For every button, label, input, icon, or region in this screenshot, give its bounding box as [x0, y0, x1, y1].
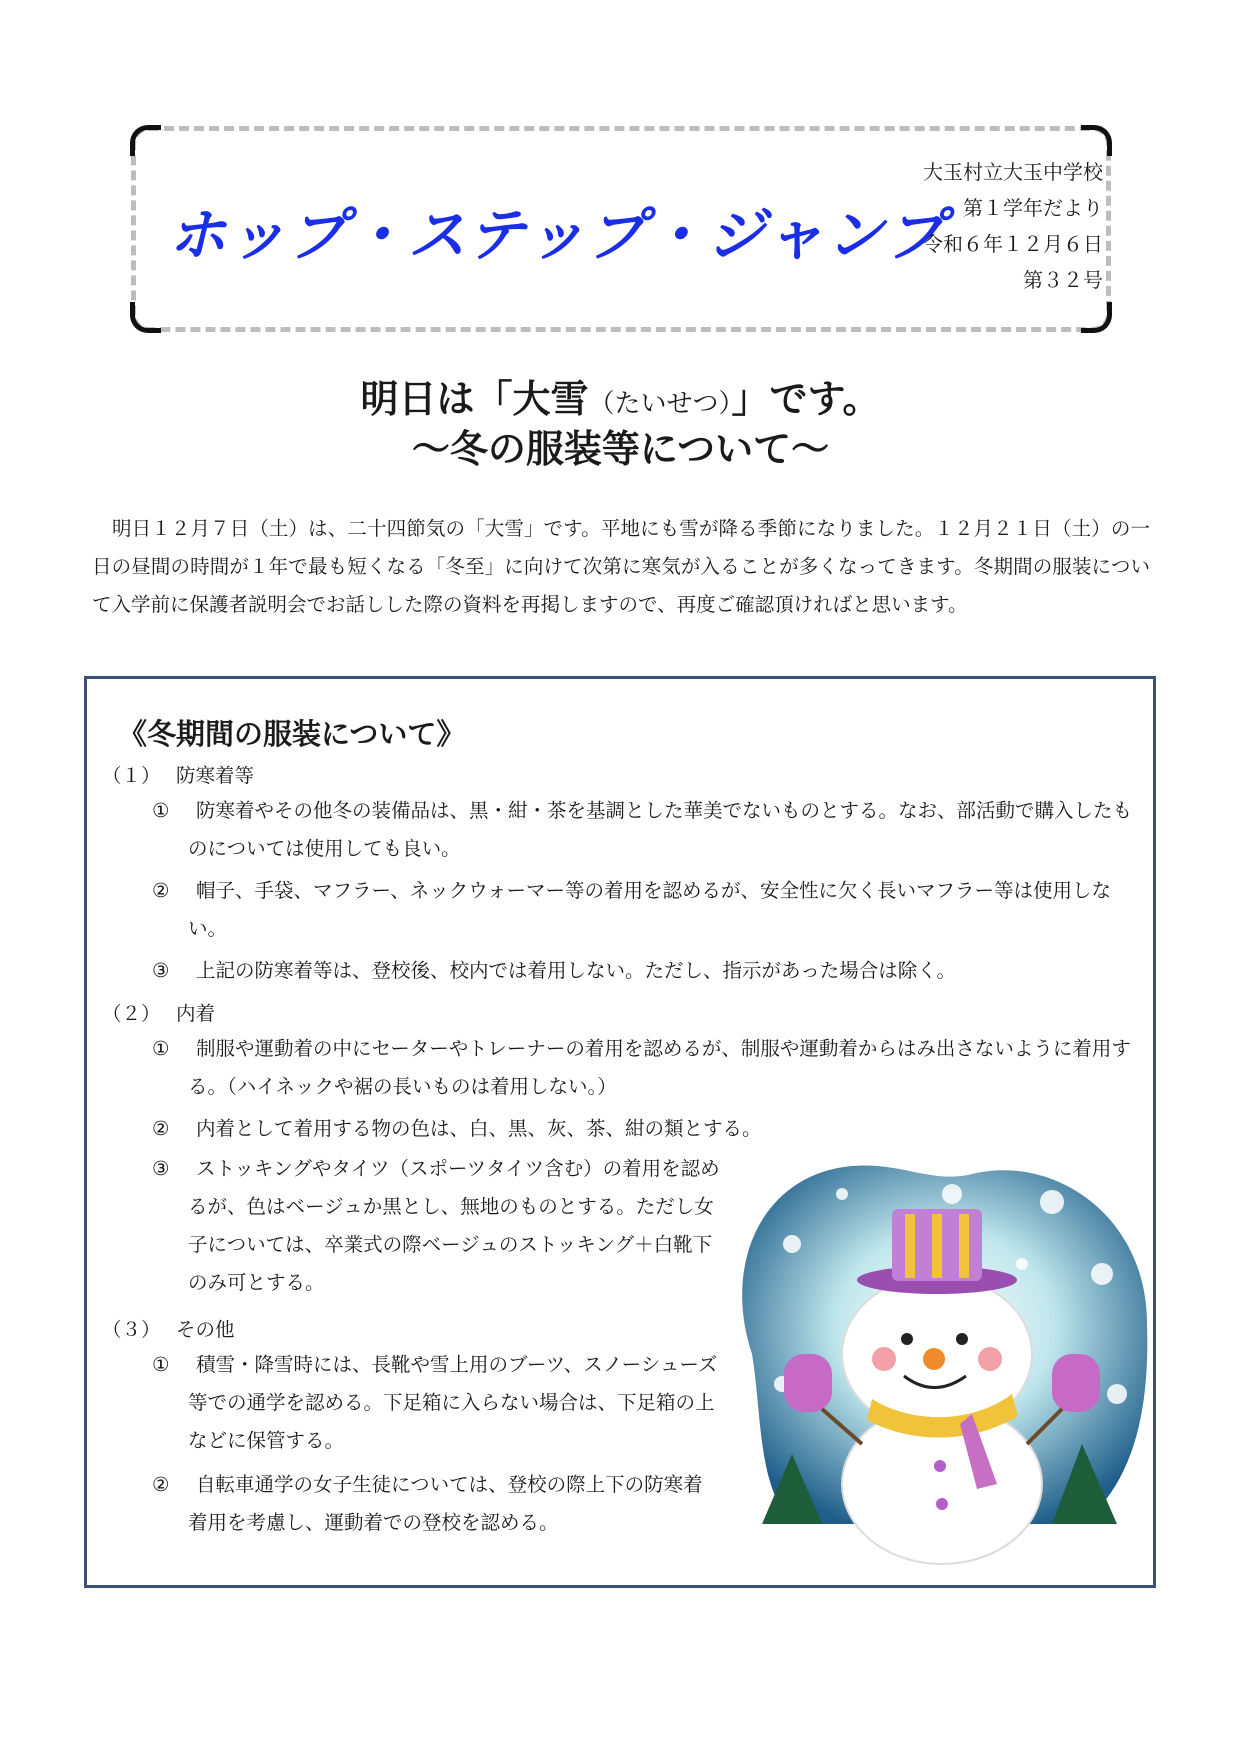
item-mark: ①	[152, 1037, 170, 1060]
section-number: （２）	[102, 1002, 161, 1025]
issue-number: 第３２号	[1023, 268, 1103, 292]
intro-paragraph: 明日１２月７日（土）は、二十四節気の「大雪」です。平地にも雪が降る季節になりました。１２月２１日（土）の一日の昼間の時間が１年で最も短くなる「冬至」に向けて次第に寒気が入ることが多くなってきます。冬期間の服装について入学前に保護者説明会でお話しした際の資料を再掲しますので、再度ご確認頂ければと思います。	[92, 517, 1150, 616]
section-heading	[102, 998, 215, 1026]
masthead-title: ホップ・ステップ・ジャンプ	[168, 201, 946, 269]
item-text: 上記の防寒着等は、登校後、校内では着用しない。ただし、指示があった場合は除く。	[196, 959, 956, 982]
item-mark: ③	[152, 959, 170, 982]
rule-item	[152, 1110, 1148, 1148]
item-mark: ②	[152, 1117, 170, 1140]
rule-item	[152, 1346, 722, 1460]
school-name: 大玉村立大玉中学校	[923, 160, 1103, 184]
headline-line2: ～冬の服装等について～	[411, 427, 830, 471]
rule-item	[152, 1150, 722, 1302]
item-text: 制服や運動着の中にセーターやトレーナーの着用を認めるが、制服や運動着からはみ出さないように着用する。（ハイネックや裾の長いものは着用しない。）	[188, 1037, 1131, 1098]
rule-item	[152, 1466, 722, 1542]
item-text: 防寒着やその他冬の装備品は、黒・紺・茶を基調とした華美でないものとする。なお、部活動で購入したものについては使用しても良い。	[188, 799, 1133, 860]
headline-part-b: 」です。	[731, 377, 881, 421]
item-text: ストッキングやタイツ（スポーツタイツ含む）の着用を認めるが、色はベージュか黒とし、無地のものとする。ただし女子については、卒業式の際ベージュのストッキング＋白靴下のみ可とする。	[188, 1157, 720, 1294]
rule-item	[152, 872, 1148, 948]
section-label: 内着	[176, 1002, 216, 1025]
rule-item	[152, 792, 1148, 868]
section-number: （１）	[102, 764, 161, 787]
frame-corner	[1081, 125, 1112, 156]
section-heading	[102, 1314, 235, 1342]
rules-title: 《冬期間の服装について》	[118, 717, 466, 751]
frame-corner	[130, 302, 161, 333]
masthead-meta	[923, 154, 1103, 298]
item-mark: ②	[152, 1473, 170, 1496]
section-label: 防寒着等	[176, 764, 255, 787]
item-text: 自転車通学の女子生徒については、登校の際上下の防寒着着用を考慮し、運動着での登校を認める。	[188, 1473, 703, 1534]
snowman-illustration	[722, 1154, 1152, 1574]
frame-corner	[1081, 302, 1112, 333]
item-text: 内着として着用する物の色は、白、黒、灰、茶、紺の類とする。	[196, 1117, 762, 1140]
item-mark: ③	[152, 1157, 170, 1180]
section-number: （３）	[102, 1318, 161, 1341]
rule-item	[152, 1030, 1148, 1106]
section-heading	[102, 760, 254, 788]
section-label: その他	[176, 1318, 235, 1341]
rule-item	[152, 952, 1148, 990]
item-mark: ①	[152, 1353, 170, 1376]
item-text: 積雪・降雪時には、長靴や雪上用のブーツ、スノーシューズ等での通学を認める。下足箱に入らない場合は、下足箱の上などに保管する。	[188, 1353, 718, 1452]
frame-corner	[130, 125, 161, 156]
headline-ruby: （たいせつ）	[588, 389, 732, 419]
headline-part-a: 明日は「大雪	[360, 377, 589, 421]
item-mark: ②	[152, 879, 170, 902]
issue-date: 令和６年１２月６日	[923, 232, 1103, 256]
newsletter-name: 第１学年だより	[963, 196, 1103, 220]
item-mark: ①	[152, 799, 170, 822]
headline-line1	[0, 368, 1241, 423]
item-text: 帽子、手袋、マフラー、ネックウォーマー等の着用を認めるが、安全性に欠く長いマフラー等は使用しない。	[188, 879, 1111, 940]
